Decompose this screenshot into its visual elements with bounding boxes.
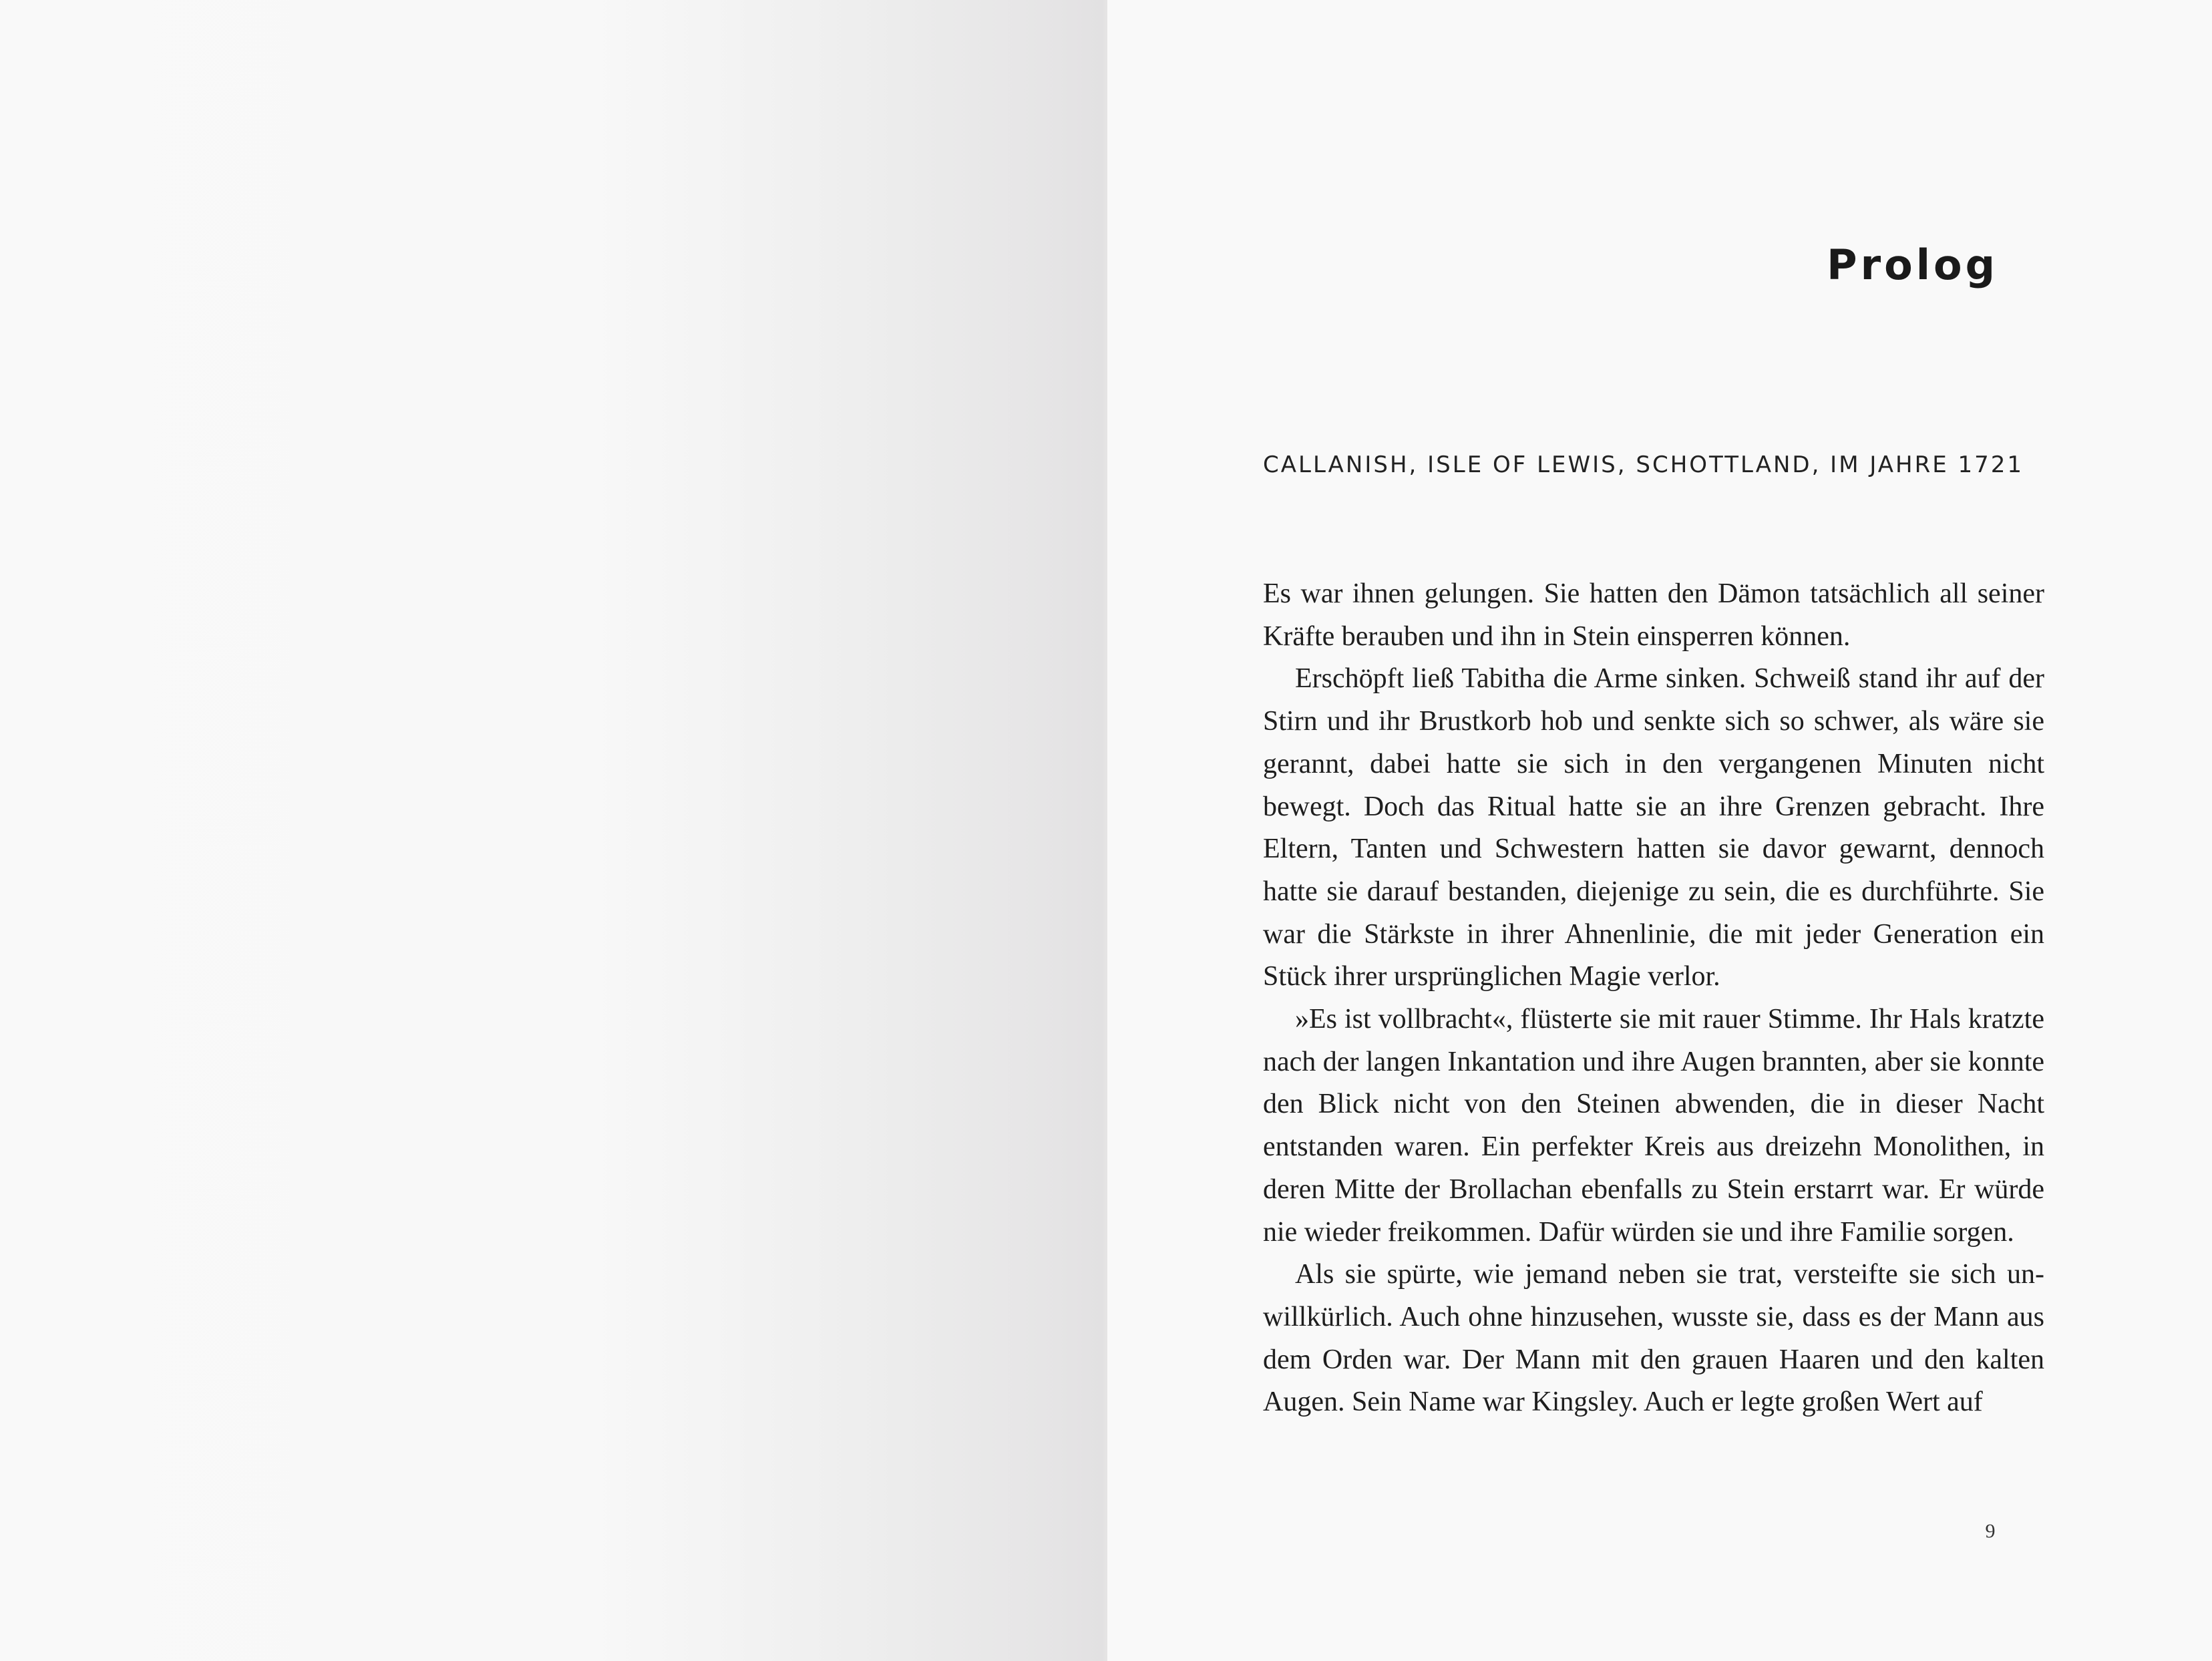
paragraph: Erschöpft ließ Tabitha die Arme sinken. Schweiß stand ihr auf der Stirn und ihr Brustkorb hob und senkte sich so schwer, als wäre sie gerannt, dabei hatte sie sich in den vergangenen Minuten nicht bewegt. Doch das Ritual hatte sie an ihre Grenzen gebracht. Ihre Eltern, Tanten und Schwestern hatten sie davor gewarnt, dennoch hatte sie darauf bestanden, diejenige zu sein, die es durchführte. Sie war die Stärkste in ihrer Ahnenlinie, die mit jeder Generation ein Stück ihrer ursprünglichen Magie verlor. xyxy=(1263,663,2044,992)
chapter-title: Prolog xyxy=(1827,240,1998,289)
paragraph: Es war ihnen gelungen. Sie hatten den Dämon tatsächlich all seiner Kräfte berauben und ihn in Stein einsperren können. xyxy=(1263,578,2044,652)
page-number: 9 xyxy=(1985,1520,1996,1542)
paragraph: Als sie spürte, wie jemand neben sie trat, versteifte sie sich unwillkürlich. Auch ohne hinzusehen, wusste sie, dass es der Mann aus dem Orden war. Der Mann mit den grauen Haaren und den kalten Augen. Sein Name war Kingsley. Auch er legte großen Wert auf xyxy=(1263,1259,2044,1418)
location-line: CALLANISH, ISLE OF LEWIS, SCHOTTLAND, IM JAHRE 1721 xyxy=(1263,451,2024,478)
body-text xyxy=(1263,573,2044,1424)
paragraph: »Es ist vollbracht«, flüsterte sie mit rauer Stimme. Ihr Hals kratzte nach der langen Inkantation und ihre Augen brannten, aber sie konnte den Blick nicht von den Steinen abwenden, die in dieser Nacht entstanden waren. Ein perfekter Kreis aus dreizehn Monolithen, in deren Mitte der Brollachan ebenfalls zu Stein erstarrt war. Er würde nie wieder freikommen. Dafür würden sie und ihre Familie sorgen. xyxy=(1263,1004,2044,1248)
